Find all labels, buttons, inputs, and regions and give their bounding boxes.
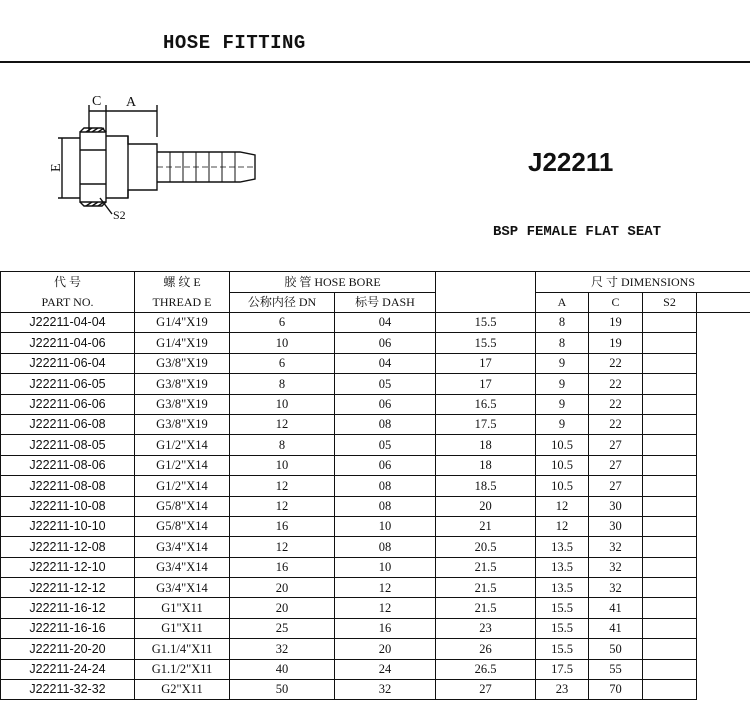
cell-dash: 08 (335, 476, 436, 496)
dim-label-e: E (49, 163, 64, 172)
cell-c: 9 (536, 374, 589, 394)
header-c: C (589, 292, 643, 313)
cell-c: 23 (536, 680, 589, 700)
cell-dn: 10 (230, 455, 335, 475)
cell-c: 12 (536, 496, 589, 516)
cell-part: J22211-10-08 (1, 496, 135, 516)
cell-part: J22211-08-05 (1, 435, 135, 455)
cell-dn: 20 (230, 578, 335, 598)
header-hose-bore: 胶 管 HOSE BORE (230, 272, 436, 293)
cell-dn: 50 (230, 680, 335, 700)
header-part-cn: 代 号 (1, 272, 135, 293)
cell-s2: 55 (589, 659, 643, 679)
cell-dn: 12 (230, 537, 335, 557)
cell-thread: G1.1/2"X11 (135, 659, 230, 679)
cell-empty (643, 313, 697, 333)
cell-s2: 32 (589, 578, 643, 598)
cell-s2: 50 (589, 639, 643, 659)
cell-part: J22211-20-20 (1, 639, 135, 659)
cell-s2: 19 (589, 313, 643, 333)
table-row (1, 516, 750, 536)
cell-a: 26 (436, 639, 536, 659)
cell-s2: 70 (589, 680, 643, 700)
table-spacer-column (436, 272, 536, 313)
cell-a: 27 (436, 680, 536, 700)
cell-s2: 22 (589, 414, 643, 434)
cell-part: J22211-06-05 (1, 374, 135, 394)
cell-a: 21.5 (436, 578, 536, 598)
cell-thread: G1/2"X14 (135, 435, 230, 455)
cell-dash: 08 (335, 537, 436, 557)
cell-dn: 10 (230, 394, 335, 414)
dim-label-c: C (92, 94, 102, 109)
cell-a: 16.5 (436, 394, 536, 414)
cell-thread: G3/4"X14 (135, 557, 230, 577)
cell-dn: 16 (230, 557, 335, 577)
cell-part: J22211-08-08 (1, 476, 135, 496)
cell-part: J22211-06-08 (1, 414, 135, 434)
cell-dash: 12 (335, 598, 436, 618)
cell-dn: 10 (230, 333, 335, 353)
cell-empty (643, 618, 697, 638)
cell-empty (643, 680, 697, 700)
cell-dn: 12 (230, 476, 335, 496)
dimension-table (0, 271, 750, 700)
cell-empty (643, 639, 697, 659)
cell-c: 15.5 (536, 618, 589, 638)
cell-c: 9 (536, 394, 589, 414)
cell-c: 8 (536, 313, 589, 333)
cell-c: 13.5 (536, 537, 589, 557)
cell-dash: 06 (335, 394, 436, 414)
table-row (1, 313, 750, 333)
cell-a: 23 (436, 618, 536, 638)
table-row (1, 374, 750, 394)
header-dimensions: 尺 寸 DIMENSIONS (536, 272, 750, 293)
table-header-row (1, 272, 750, 293)
cell-dash: 24 (335, 659, 436, 679)
cell-c: 13.5 (536, 557, 589, 577)
cell-thread: G1"X11 (135, 618, 230, 638)
cell-dash: 16 (335, 618, 436, 638)
cell-a: 26.5 (436, 659, 536, 679)
dim-label-s2: S2 (113, 208, 126, 222)
cell-a: 15.5 (436, 313, 536, 333)
cell-part: J22211-12-10 (1, 557, 135, 577)
cell-part: J22211-04-06 (1, 333, 135, 353)
cell-c: 15.5 (536, 639, 589, 659)
cell-dn: 8 (230, 435, 335, 455)
header-s2: S2 (643, 292, 697, 313)
cell-s2: 32 (589, 557, 643, 577)
page-title: HOSE FITTING (163, 32, 306, 54)
cell-part: J22211-16-16 (1, 618, 135, 638)
cell-thread: G1/4"X19 (135, 313, 230, 333)
cell-dash: 10 (335, 516, 436, 536)
header-part-no: PART NO. (1, 292, 135, 313)
cell-dn: 25 (230, 618, 335, 638)
cell-thread: G1"X11 (135, 598, 230, 618)
cell-empty (643, 476, 697, 496)
cell-empty (643, 578, 697, 598)
cell-thread: G1/4"X19 (135, 333, 230, 353)
cell-dn: 40 (230, 659, 335, 679)
cell-c: 9 (536, 414, 589, 434)
table-row (1, 394, 750, 414)
cell-part: J22211-12-08 (1, 537, 135, 557)
table-row (1, 496, 750, 516)
cell-a: 20.5 (436, 537, 536, 557)
cell-empty (643, 414, 697, 434)
cell-s2: 30 (589, 516, 643, 536)
table-row (1, 557, 750, 577)
cell-dash: 20 (335, 639, 436, 659)
table-row (1, 598, 750, 618)
title-divider (0, 61, 750, 63)
cell-c: 12 (536, 516, 589, 536)
cell-thread: G3/8"X19 (135, 414, 230, 434)
cell-empty (643, 394, 697, 414)
cell-dash: 06 (335, 333, 436, 353)
header-dash: 标号 DASH (335, 292, 436, 313)
cell-part: J22211-10-10 (1, 516, 135, 536)
cell-empty (643, 455, 697, 475)
cell-a: 18 (436, 455, 536, 475)
table-row (1, 333, 750, 353)
cell-thread: G1/2"X14 (135, 476, 230, 496)
cell-empty (643, 598, 697, 618)
cell-part: J22211-12-12 (1, 578, 135, 598)
table-row (1, 353, 750, 373)
cell-a: 21.5 (436, 557, 536, 577)
cell-dn: 12 (230, 496, 335, 516)
table-row (1, 537, 750, 557)
cell-s2: 27 (589, 476, 643, 496)
cell-a: 15.5 (436, 333, 536, 353)
header-empty (697, 292, 750, 313)
header-dn: 公称内径 DN (230, 292, 335, 313)
header-thread-e: THREAD E (135, 292, 230, 313)
cell-a: 18 (436, 435, 536, 455)
cell-dash: 04 (335, 313, 436, 333)
table-row (1, 476, 750, 496)
table-row (1, 659, 750, 679)
cell-dash: 08 (335, 414, 436, 434)
cell-a: 20 (436, 496, 536, 516)
cell-dn: 32 (230, 639, 335, 659)
cell-empty (643, 353, 697, 373)
cell-dn: 20 (230, 598, 335, 618)
cell-s2: 22 (589, 374, 643, 394)
table-row (1, 455, 750, 475)
cell-a: 17.5 (436, 414, 536, 434)
cell-part: J22211-08-06 (1, 455, 135, 475)
cell-dn: 8 (230, 374, 335, 394)
cell-empty (643, 435, 697, 455)
cell-part: J22211-04-04 (1, 313, 135, 333)
cell-s2: 22 (589, 353, 643, 373)
cell-thread: G3/8"X19 (135, 394, 230, 414)
cell-thread: G2"X11 (135, 680, 230, 700)
cell-a: 17 (436, 374, 536, 394)
part-code: J22211 (528, 147, 614, 177)
cell-s2: 27 (589, 455, 643, 475)
cell-dash: 32 (335, 680, 436, 700)
cell-s2: 30 (589, 496, 643, 516)
cell-s2: 19 (589, 333, 643, 353)
cell-s2: 22 (589, 394, 643, 414)
cell-dash: 08 (335, 496, 436, 516)
cell-thread: G3/8"X19 (135, 353, 230, 373)
header-thread-cn: 螺 纹 E (135, 272, 230, 293)
table-header-row (1, 292, 750, 313)
table-body (1, 313, 750, 700)
cell-c: 10.5 (536, 476, 589, 496)
part-description: BSP FEMALE FLAT SEAT (493, 224, 662, 240)
cell-c: 10.5 (536, 455, 589, 475)
cell-thread: G3/4"X14 (135, 537, 230, 557)
table-row (1, 618, 750, 638)
cell-empty (643, 537, 697, 557)
cell-part: J22211-06-04 (1, 353, 135, 373)
cell-dash: 06 (335, 455, 436, 475)
cell-s2: 41 (589, 618, 643, 638)
table-row (1, 435, 750, 455)
cell-a: 21.5 (436, 598, 536, 618)
cell-c: 9 (536, 353, 589, 373)
cell-dash: 12 (335, 578, 436, 598)
dim-label-a: A (126, 95, 137, 110)
cell-a: 17 (436, 353, 536, 373)
table-row (1, 414, 750, 434)
cell-dn: 6 (230, 313, 335, 333)
table-row (1, 639, 750, 659)
cell-dash: 05 (335, 435, 436, 455)
cell-thread: G5/8"X14 (135, 516, 230, 536)
cell-c: 17.5 (536, 659, 589, 679)
cell-thread: G1.1/4"X11 (135, 639, 230, 659)
cell-empty (643, 659, 697, 679)
cell-dash: 05 (335, 374, 436, 394)
cell-thread: G1/2"X14 (135, 455, 230, 475)
cell-empty (643, 516, 697, 536)
cell-a: 18.5 (436, 476, 536, 496)
cell-thread: G3/4"X14 (135, 578, 230, 598)
cell-dash: 10 (335, 557, 436, 577)
header-a: A (536, 292, 589, 313)
cell-thread: G3/8"X19 (135, 374, 230, 394)
cell-part: J22211-32-32 (1, 680, 135, 700)
cell-s2: 41 (589, 598, 643, 618)
fitting-drawing (40, 92, 280, 227)
cell-c: 13.5 (536, 578, 589, 598)
cell-c: 10.5 (536, 435, 589, 455)
cell-part: J22211-16-12 (1, 598, 135, 618)
cell-dn: 12 (230, 414, 335, 434)
cell-s2: 27 (589, 435, 643, 455)
cell-dn: 6 (230, 353, 335, 373)
cell-a: 21 (436, 516, 536, 536)
cell-empty (643, 374, 697, 394)
cell-part: J22211-06-06 (1, 394, 135, 414)
cell-c: 15.5 (536, 598, 589, 618)
cell-c: 8 (536, 333, 589, 353)
cell-part: J22211-24-24 (1, 659, 135, 679)
cell-s2: 32 (589, 537, 643, 557)
cell-dash: 04 (335, 353, 436, 373)
cell-dn: 16 (230, 516, 335, 536)
cell-empty (643, 333, 697, 353)
table-row (1, 578, 750, 598)
table-row (1, 680, 750, 700)
cell-thread: G5/8"X14 (135, 496, 230, 516)
cell-empty (643, 557, 697, 577)
cell-empty (643, 496, 697, 516)
